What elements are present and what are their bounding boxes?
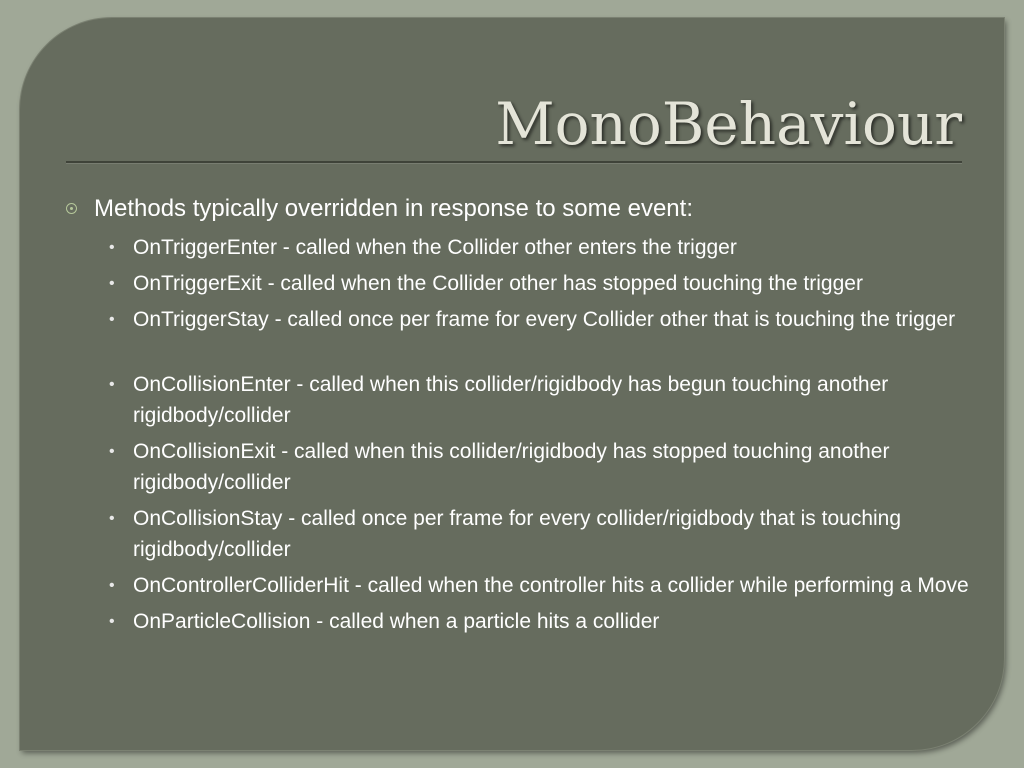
circle-bullet-icon (66, 203, 77, 214)
bullet-icon: • (109, 239, 115, 256)
list-item-text: OnTriggerStay - called once per frame for every Collider other that is touching the trigger (133, 308, 956, 331)
list-item (20, 268, 1004, 299)
bullet-icon: • (109, 443, 115, 460)
slide-body (20, 194, 1004, 642)
level1-item (20, 194, 1004, 224)
list-item-text: OnCollisionEnter - called when this collider/rigidbody has begun touching another rigidbody/collider (133, 373, 889, 427)
content-panel (20, 18, 1004, 750)
list-item (20, 503, 1004, 565)
title-divider (66, 161, 962, 163)
slide-title: MonoBehaviour (495, 90, 962, 158)
list-item-text: OnCollisionStay - called once per frame for every collider/rigidbody that is touching rigidbody/collider (133, 507, 902, 561)
list-item (20, 570, 1004, 601)
level1-text: Methods typically overridden in response to some event: (94, 195, 693, 222)
bullet-icon: • (109, 577, 115, 594)
bullet-icon: • (109, 510, 115, 527)
list-item-text: OnControllerColliderHit - called when the controller hits a collider while performing a Move (133, 574, 969, 597)
list-item-text: OnTriggerExit - called when the Collider other has stopped touching the trigger (133, 272, 863, 295)
bullet-icon: • (109, 376, 115, 393)
list-item-text: OnParticleCollision - called when a particle hits a collider (133, 610, 660, 633)
bullet-icon: • (109, 613, 115, 630)
list-item (20, 606, 1004, 637)
list-item-text: OnTriggerEnter - called when the Collider other enters the trigger (133, 236, 737, 259)
list-item (20, 436, 1004, 498)
bullet-icon: • (109, 275, 115, 292)
bullet-icon: • (109, 311, 115, 328)
method-list (20, 232, 1004, 637)
list-item (20, 232, 1004, 263)
list-item (20, 304, 1004, 335)
list-item-text: OnCollisionExit - called when this collider/rigidbody has stopped touching another rigidbody/collider (133, 440, 890, 494)
list-item (20, 369, 1004, 431)
